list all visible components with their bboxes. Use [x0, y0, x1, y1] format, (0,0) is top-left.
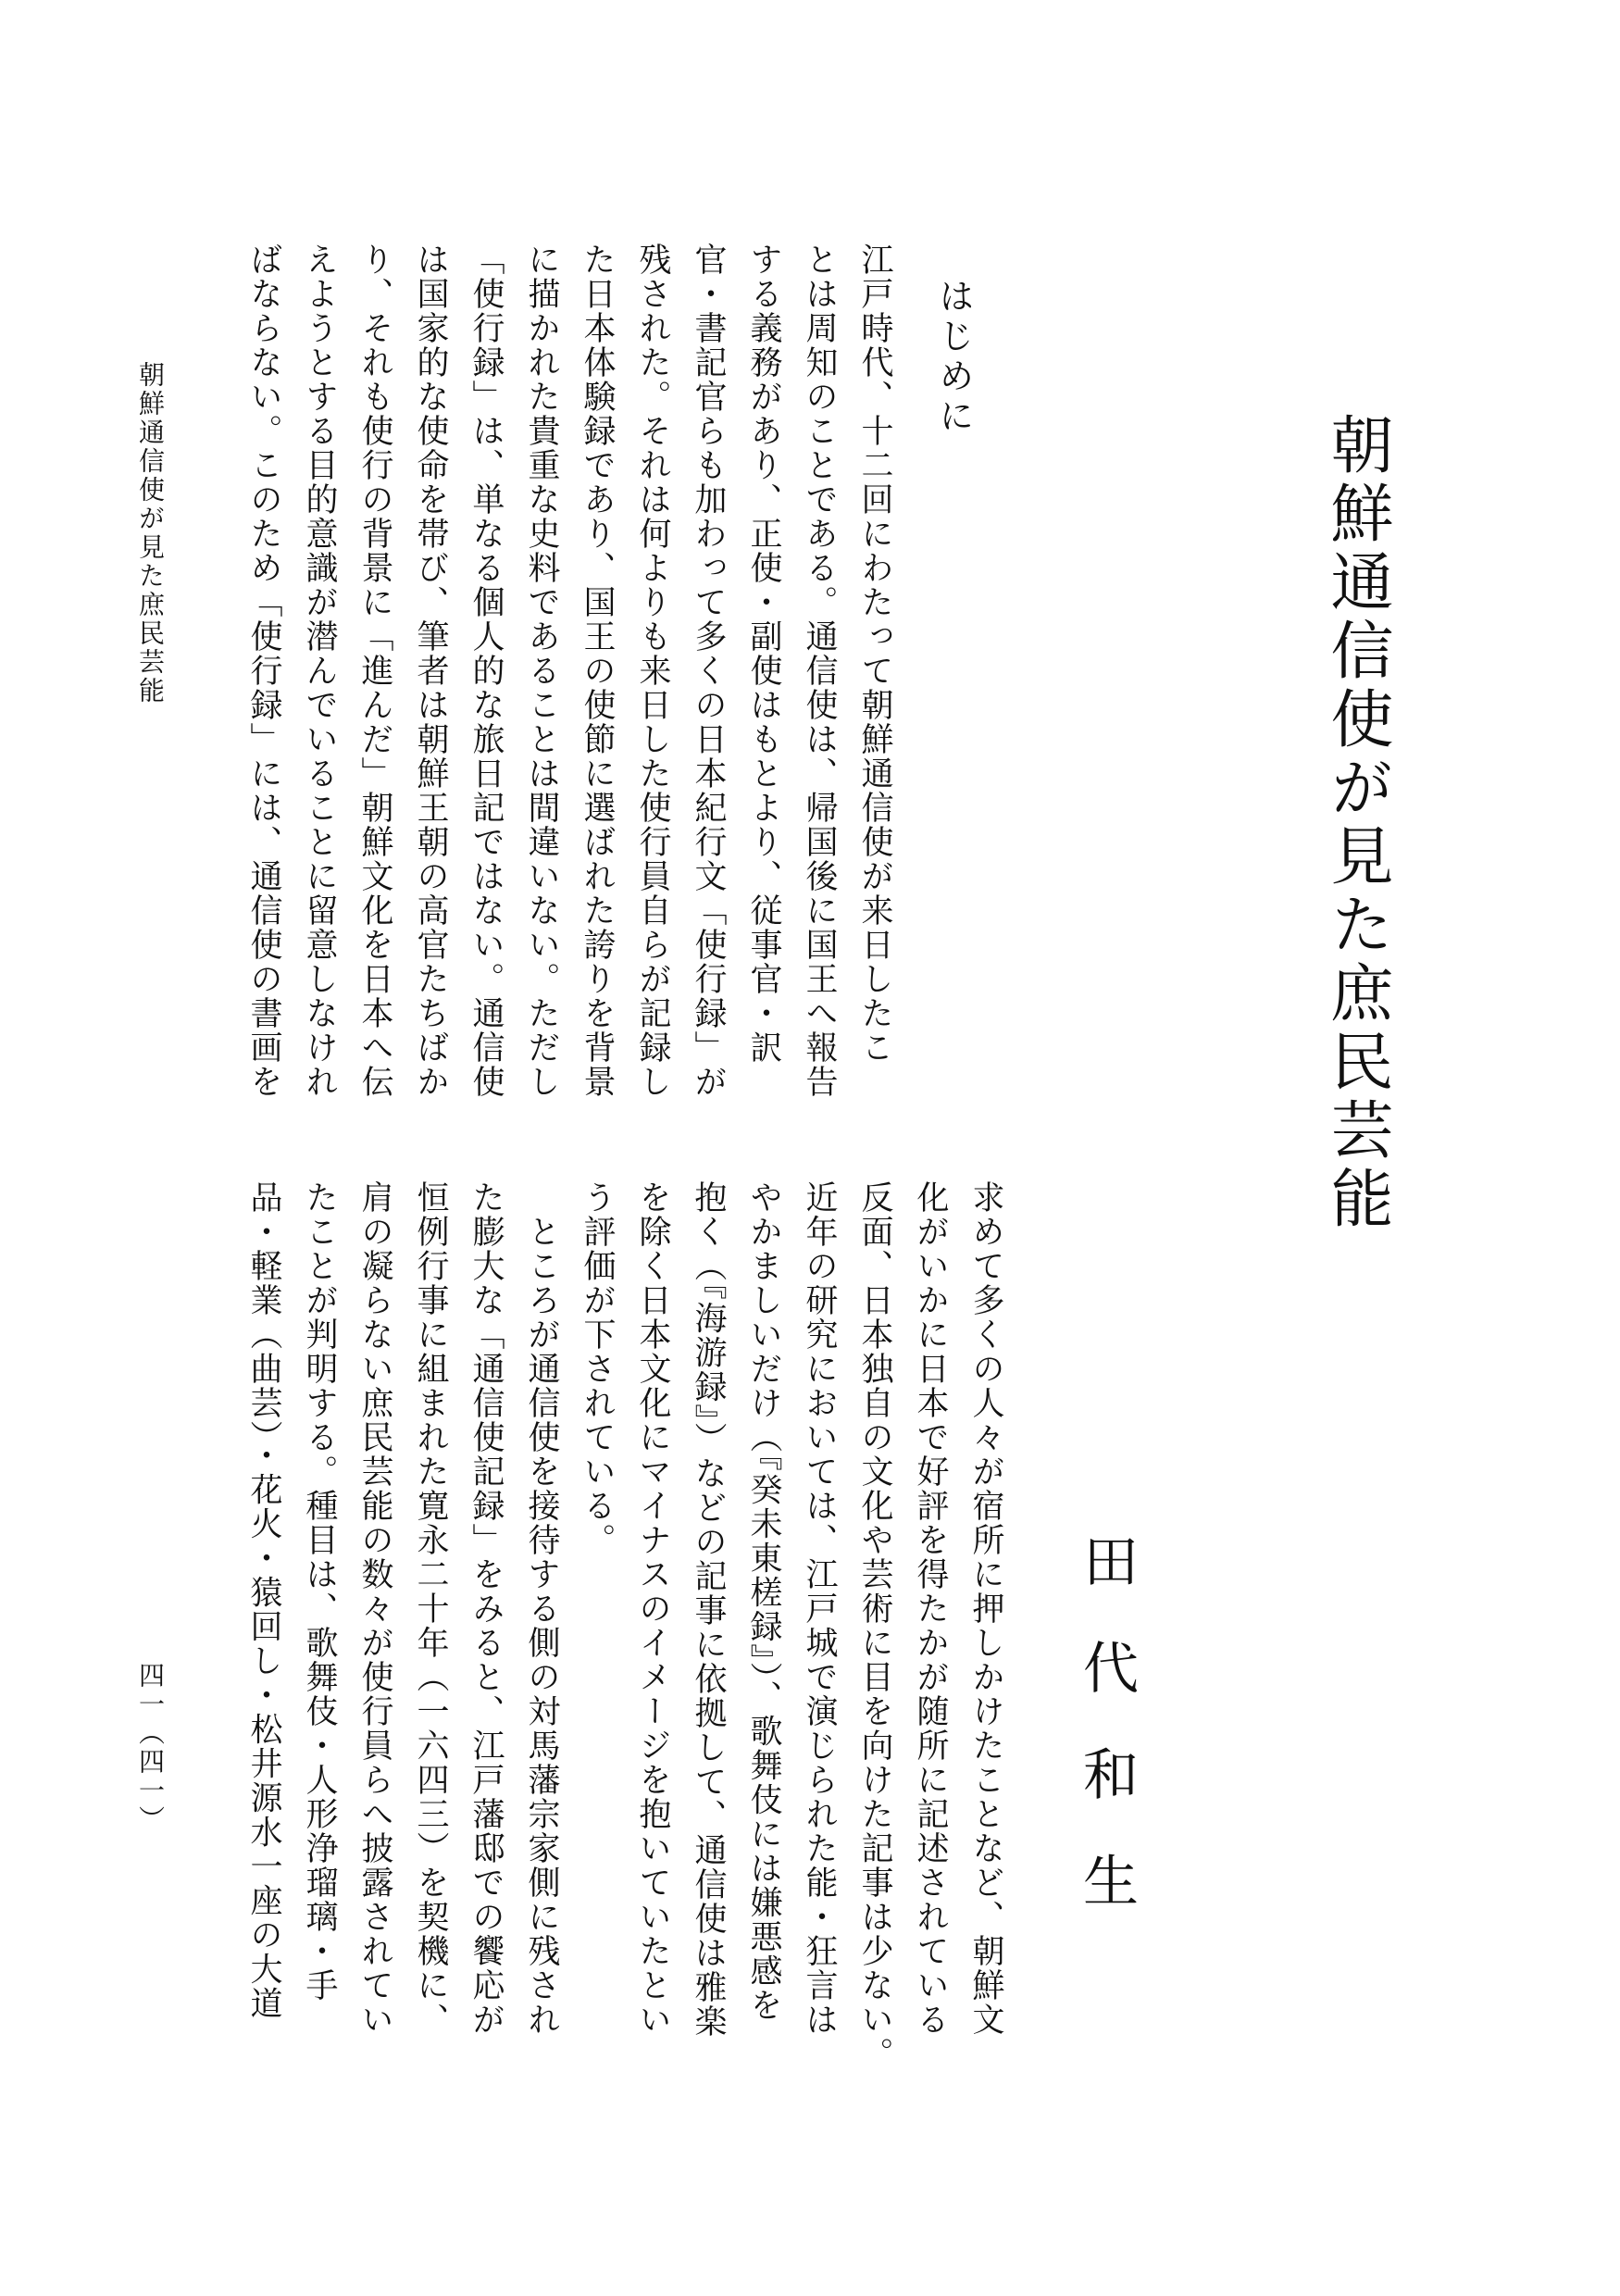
- body-column: う評価が下されている。: [579, 1180, 616, 1557]
- body-column: ところが通信使を接待する側の対馬藩宗家側に残され: [523, 1180, 560, 2037]
- running-title: 朝鮮通信使が見た庶民芸能: [135, 361, 166, 705]
- body-column: に描かれた貴重な史料であることは間違いない。ただし: [523, 243, 560, 1099]
- body-column: 品・軽業（曲芸）・花火・猿回し・松井源水一座の大道: [245, 1180, 282, 2021]
- body-column: た膨大な「通信使記録」をみると、江戸藩邸での饗応が: [467, 1180, 505, 2037]
- article-title: 朝鮮通信使が見た庶民芸能: [1320, 412, 1393, 1234]
- body-column: を除く日本文化にマイナスのイメージを抱いていたとい: [634, 1180, 671, 2037]
- body-column: 化がいかに日本で好評を得たかが随所に記述されている: [912, 1180, 949, 2037]
- body-column: た日本体験録であり、国王の使節に選ばれた誇りを背景: [579, 243, 616, 1099]
- section-heading: はじめに: [933, 278, 974, 437]
- body-column: する義務があり、正使・副使はもとより、従事官・訳: [745, 243, 782, 1065]
- body-column: 江戸時代、十二回にわたって朝鮮通信使が来日したこ: [856, 243, 893, 1065]
- body-column: 近年の研究においては、江戸城で演じられた能・狂言は: [801, 1180, 838, 2037]
- body-column: 求めて多くの人々が宿所に押しかけたことなど、朝鮮文: [967, 1180, 1004, 2037]
- body-column: 肩の凝らない庶民芸能の数々が使行員らへ披露されてい: [356, 1180, 393, 2037]
- body-column: 反面、日本独自の文化や芸術に目を向けた記事は少ない。: [856, 1180, 893, 2071]
- body-column: やかましいだけ（『癸未東槎録』）、歌舞伎には嫌悪感を: [745, 1180, 782, 2023]
- body-column: 「使行録」は、単なる個人的な旅日記ではない。通信使: [467, 243, 505, 1099]
- body-column: ばならない。このため「使行録」には、通信使の書画を: [245, 243, 282, 1099]
- body-column: 抱く（『海游録』）などの記事に依拠して、通信使は雅楽: [690, 1180, 727, 2039]
- body-column: 残された。それは何よりも来日した使行員自らが記録し: [634, 243, 671, 1099]
- body-column: 恒例行事に組まれた寛永二十年（一六四三）を契機に、: [412, 1180, 449, 2037]
- body-column: とは周知のことである。通信使は、帰国後に国王へ報告: [801, 243, 838, 1099]
- body-column: 官・書記官らも加わって多くの日本紀行文「使行録」が: [690, 243, 727, 1099]
- body-column: たことが判明する。種目は、歌舞伎・人形浄瑠璃・手: [301, 1180, 338, 2003]
- body-column: り、それも使行の背景に「進んだ」朝鮮文化を日本へ伝: [356, 243, 393, 1099]
- body-column: は国家的な使命を帯び、筆者は朝鮮王朝の高官たちばか: [412, 243, 449, 1099]
- body-column: えようとする目的意識が潜んでいることに留意しなけれ: [301, 243, 338, 1099]
- page-number: 四一（四一）: [135, 1662, 166, 1834]
- article-author: 田代和生: [1074, 1532, 1139, 1958]
